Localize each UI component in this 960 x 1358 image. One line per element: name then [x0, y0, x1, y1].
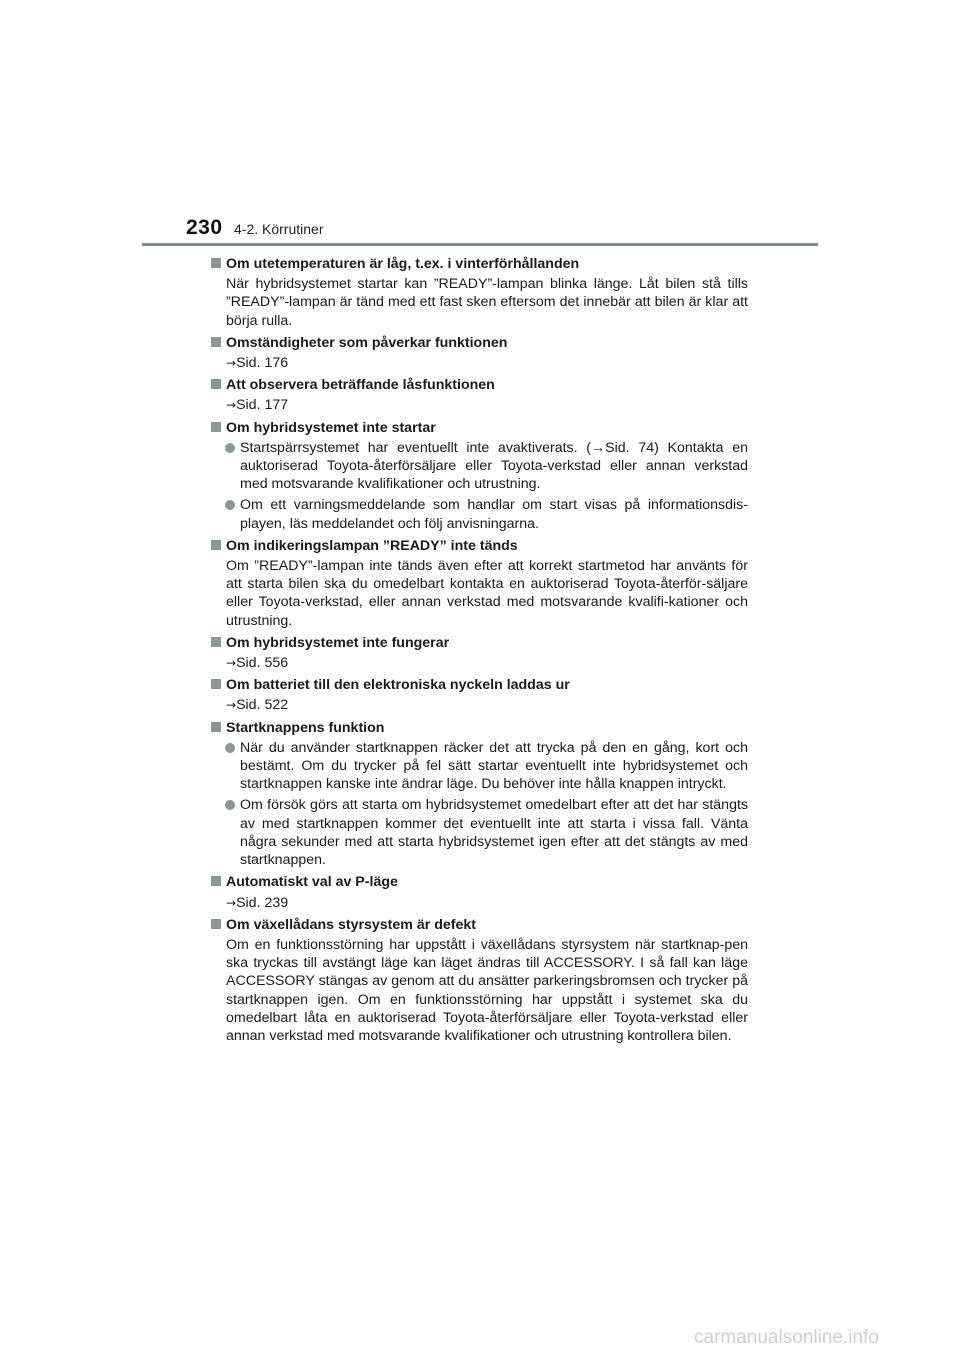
- page-reference[interactable]: →Sid. 176: [226, 355, 289, 372]
- section-heading: Automatiskt val av P-läge: [210, 873, 748, 891]
- section-system-not-starting: [210, 419, 748, 533]
- square-bullet-icon: [211, 637, 221, 647]
- page-reference[interactable]: →Sid. 239: [226, 894, 289, 911]
- section-circumstances: [210, 334, 748, 372]
- section-heading: Att observera beträffande låsfunktionen: [210, 376, 748, 394]
- chapter-title: 4-2. Körrutiner: [234, 221, 324, 237]
- arrow-right-icon: →: [226, 895, 237, 910]
- section-system-not-working: [210, 634, 748, 672]
- arrow-right-icon: →: [226, 356, 237, 371]
- section-transmission-defect: [210, 916, 748, 1045]
- section-paragraph: Om ”READY”-lampan inte tänds även efter att korrekt startmetod har använts för att starta bilen ska du omedelbart kontakta en auktoriserad Toyota-återför-säljare eller Toyota-verkstad, eller annan verkstad med motsvarande kvalifi-kationer och utrustning.: [226, 558, 748, 629]
- section-heading: Om batteriet till den elektroniska nyckeln laddas ur: [210, 676, 748, 694]
- square-bullet-icon: [211, 258, 221, 268]
- page-reference[interactable]: →Sid. 177: [226, 397, 289, 414]
- section-key-battery: [210, 676, 748, 714]
- section-paragraph: Om en funktionsstörning har uppstått i växellådans styrsystem när startknap-pen ska tryckas till avstängt läge kan läget ändras till ACCESSORY. I så fall kan läge ACCESSORY stängas av genom att du ansätter parkeringsbromsen och trycker på startknappen igen. Om en funktionsstörning har uppstått i systemet ska du omedelbart låta en auktoriserad Toyota-återförsäljare eller Toyota-verkstad eller annan verkstad med motsvarande kvalifikationer och utrustning kontrollera bilen.: [226, 936, 748, 1044]
- section-heading: Om utetemperaturen är låg, t.ex. i vinterförhållanden: [210, 255, 748, 273]
- round-bullet-icon: [225, 443, 235, 453]
- section-ready-lamp: [210, 537, 748, 630]
- round-bullet-icon: [225, 800, 235, 810]
- square-bullet-icon: [211, 679, 221, 689]
- page-content: [210, 255, 748, 1049]
- arrow-right-icon: →: [226, 656, 237, 671]
- arrow-right-icon: →: [226, 698, 237, 713]
- section-lock-function: [210, 376, 748, 414]
- page-reference[interactable]: →Sid. 556: [226, 655, 289, 672]
- section-heading: Om indikeringslampan ”READY” inte tänds: [210, 537, 748, 555]
- section-paragraph: När hybridsystemet startar kan ”READY”-lampan blinka länge. Låt bilen stå tills ”READY”-lampan är tänd med ett fast sken eftersom det innebär att bilen är klar att börja rulla.: [226, 276, 748, 329]
- list-item: Om ett varningsmeddelande som handlar om start visas på informationsdis-playen, läs meddelandet och följ anvisningarna.: [210, 496, 748, 532]
- round-bullet-icon: [225, 500, 235, 510]
- round-bullet-icon: [225, 743, 235, 753]
- section-low-temperature: [210, 255, 748, 330]
- square-bullet-icon: [211, 722, 221, 732]
- section-auto-p: [210, 873, 748, 911]
- section-heading: Omständigheter som påverkar funktionen: [210, 334, 748, 352]
- page-reference[interactable]: →Sid. 522: [226, 697, 289, 714]
- square-bullet-icon: [211, 876, 221, 886]
- section-heading: Om växellådans styrsystem är defekt: [210, 916, 748, 934]
- section-start-button: [210, 719, 748, 870]
- square-bullet-icon: [211, 337, 221, 347]
- arrow-right-icon: →: [226, 398, 237, 413]
- section-heading: Om hybridsystemet inte fungerar: [210, 634, 748, 652]
- list-item: När du använder startknappen räcker det att trycka på den en gång, kort och bestämt. Om du trycker på fel sätt startar eventuellt inte hybridsystemet och startknappen kanske inte ändrar läge. Du behöver inte hålla knappen intryckt.: [210, 739, 748, 794]
- square-bullet-icon: [211, 422, 221, 432]
- list-item: Om försök görs att starta om hybridsystemet omedelbart efter att det har stängts av med startknappen kommer det eventuellt inte att starta i vissa fall. Vänta några sekunder med att starta hybridsystemet igen efter att det stängts av med startknappen.: [210, 796, 748, 869]
- square-bullet-icon: [211, 919, 221, 929]
- header-divider: [142, 243, 818, 246]
- square-bullet-icon: [211, 540, 221, 550]
- list-item: Startspärrsystemet har eventuellt inte avaktiverats. (→Sid. 74) Kontakta en auktoriserad Toyota-återförsäljare eller Toyota-verkstad eller annan verkstad med motsvarande kvalifikationer och utrustning.: [210, 439, 748, 494]
- square-bullet-icon: [211, 379, 221, 389]
- page-number: 230: [186, 216, 223, 239]
- watermark: carmanualsonline.info: [694, 1327, 879, 1348]
- section-heading: Startknappens funktion: [210, 719, 748, 737]
- section-heading: Om hybridsystemet inte startar: [210, 419, 748, 437]
